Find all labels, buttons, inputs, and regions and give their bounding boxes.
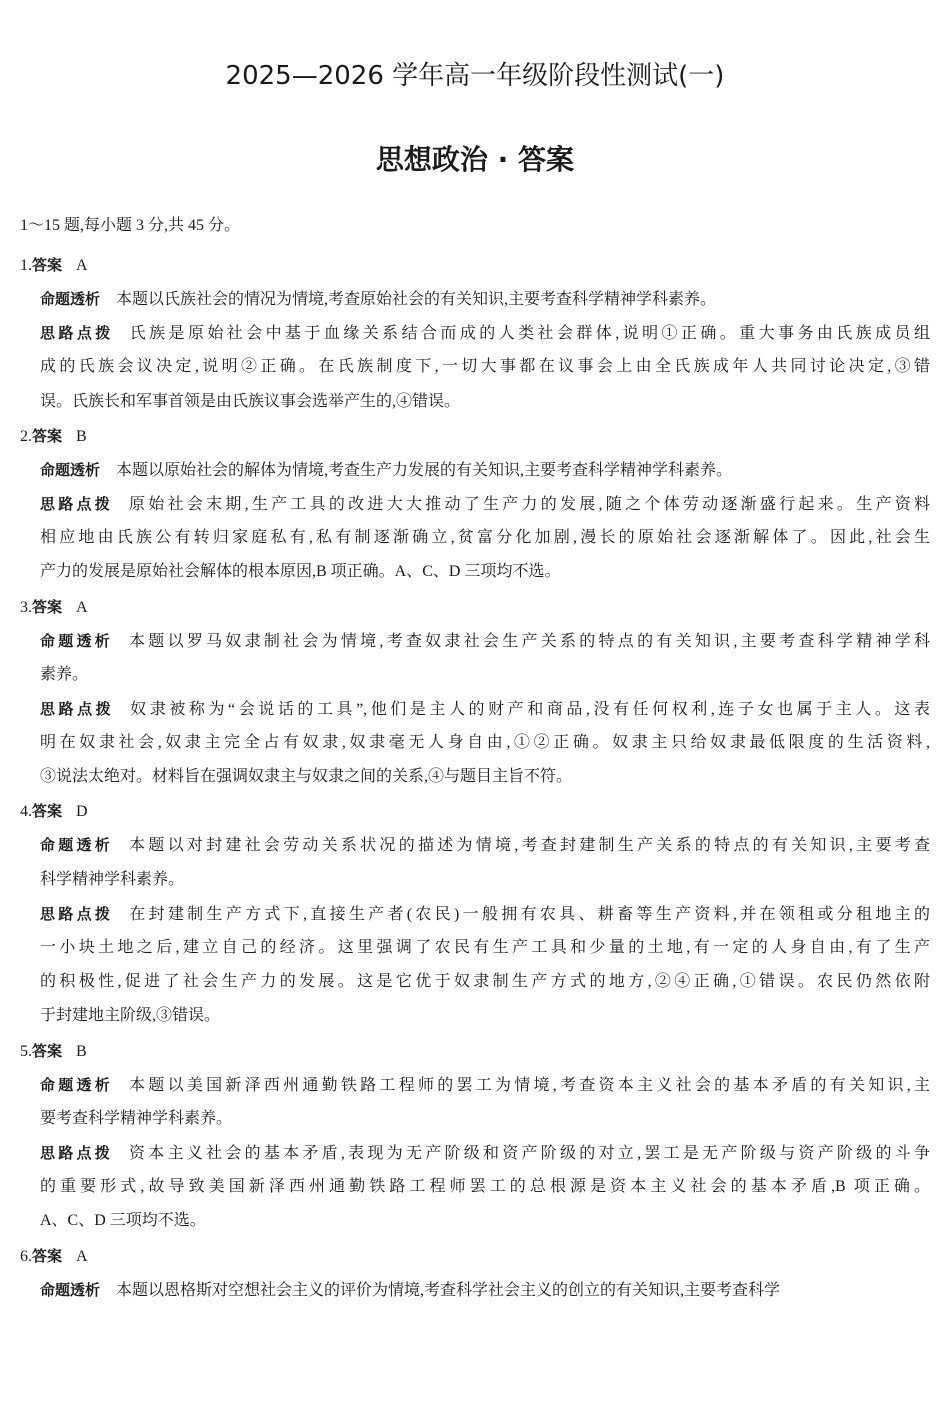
answer-label: 答案 <box>32 597 63 616</box>
text-line <box>40 897 930 931</box>
answer-letter: D <box>76 803 88 821</box>
approach-label: 思路点拨 <box>40 494 114 513</box>
answer-label: 答案 <box>32 426 63 445</box>
document-title: 2025—2026 学年高一年级阶段性测试(一) <box>225 61 725 91</box>
approach-label: 思路点拨 <box>40 324 114 343</box>
line-text: 成的氏族会议决定,说明②正确。在氏族制度下,一切大事都在议事会上由全氏族成年人共同讨论决定,③错 <box>40 358 930 376</box>
text-line <box>40 726 930 760</box>
text-line <box>40 863 930 897</box>
analysis-paragraph <box>0 1273 930 1307</box>
analysis-paragraph <box>0 282 930 316</box>
question-number: 6. <box>20 1247 32 1265</box>
analysis-label: 命题透析 <box>40 290 101 308</box>
text-line <box>40 1102 930 1136</box>
question-block <box>0 248 950 419</box>
line-text: 要考查科学精神学科素养。 <box>40 1109 233 1127</box>
approach-label: 思路点拨 <box>40 1143 114 1162</box>
line-text: 本题以原始社会的解体为情境,考查生产力发展的有关知识,主要考查科学精神学科素养。 <box>116 461 733 479</box>
analysis-paragraph <box>0 1068 930 1136</box>
answer-letter: A <box>76 598 88 616</box>
line-text: 明在奴隶社会,奴隶主完全占有奴隶,奴隶毫无人身自由,①②正确。奴隶主只给奴隶最低限度的生活资料, <box>40 734 930 752</box>
text-line <box>40 1204 930 1238</box>
text-line <box>40 965 930 999</box>
text-line <box>40 1136 930 1170</box>
text-line <box>40 760 930 794</box>
line-text: 素养。 <box>40 665 89 683</box>
text-line <box>40 931 930 965</box>
line-text: 资本主义社会的基本矛盾,表现为无产阶级和资产阶级的对立,罢工是无产阶级与资产阶级的斗争 <box>129 1144 930 1162</box>
text-line <box>40 282 930 316</box>
answer-line <box>0 419 950 453</box>
line-text: 相应地由氏族公有转归家庭私有,私有制逐渐确立,贫富分化加剧,漫长的原始社会逐渐解体了。因此,社会生 <box>40 529 930 547</box>
line-text: 原始社会末期,生产工具的改进大大推动了生产力的发展,随之个体劳动逐渐盛行起来。生产资料 <box>129 495 930 513</box>
line-text: 在封建制生产方式下,直接生产者(农民)一般拥有农具、耕畜等生产资料,并在领租或分租地主的 <box>129 905 930 923</box>
text-line <box>40 521 930 555</box>
line-text: 误。氏族长和军事首领是由氏族议事会选举产生的,④错误。 <box>40 392 461 410</box>
text-line <box>40 999 930 1033</box>
approach-paragraph <box>0 897 930 1034</box>
text-line <box>40 624 930 658</box>
text-line <box>40 350 930 384</box>
line-text: 本题以对封建社会劳动关系状况的描述为情境,考查封建制生产关系的特点的有关知识,主要考查 <box>129 837 930 855</box>
answer-line <box>0 1034 950 1068</box>
analysis-label: 命题透析 <box>40 1280 101 1299</box>
answer-label: 答案 <box>32 1246 63 1265</box>
line-text: A、C、D 三项均不选。 <box>40 1212 206 1230</box>
text-line <box>40 487 930 521</box>
question-block <box>0 590 950 795</box>
approach-label: 思路点拨 <box>40 904 114 923</box>
text-line <box>40 316 930 350</box>
analysis-paragraph <box>0 624 930 692</box>
analysis-label: 命题透析 <box>40 631 114 650</box>
text-line <box>40 555 930 589</box>
text-line <box>40 1273 930 1307</box>
line-text: 本题以氏族社会的情况为情境,考查原始社会的有关知识,主要考查科学精神学科素养。 <box>116 291 717 308</box>
line-text: 氏族是原始社会中基于血缘关系结合而成的人类社会群体,说明①正确。重大事务由氏族成员组 <box>129 325 930 343</box>
approach-paragraph <box>0 692 930 795</box>
answer-line <box>0 1239 950 1273</box>
analysis-paragraph <box>0 453 930 487</box>
question-block <box>0 794 950 1033</box>
question-block <box>0 419 950 590</box>
question-number: 5. <box>20 1042 32 1060</box>
line-text: 本题以恩格斯对空想社会主义的评价为情境,考查科学社会主义的创立的有关知识,主要考查科学 <box>116 1281 781 1299</box>
question-number: 3. <box>20 598 32 616</box>
line-text: 本题以罗马奴隶制社会为情境,考查奴隶社会生产关系的特点的有关知识,主要考查科学精神学科 <box>129 632 930 650</box>
scoring-intro: 1～15 题,每小题 3 分,共 45 分。 <box>20 217 241 234</box>
answer-letter: A <box>76 1247 88 1265</box>
line-text: ③说法太绝对。材料旨在强调奴隶主与奴隶之间的关系,④与题目主旨不符。 <box>40 768 573 786</box>
answer-label: 答案 <box>32 256 63 274</box>
question-number: 4. <box>20 803 32 821</box>
line-text: 的重要形式,故导致美国新泽西州通勤铁路工程师罢工的总根源是资本主义社会的基本矛盾,B 项正确。 <box>40 1178 930 1196</box>
answer-letter: A <box>76 257 88 274</box>
text-line <box>40 385 930 419</box>
answer-line <box>0 590 950 624</box>
text-line <box>40 658 930 692</box>
line-text: 一小块土地之后,建立自己的经济。这里强调了农民有生产工具和少量的土地,有一定的人身自由,有了生产 <box>40 939 930 956</box>
approach-paragraph <box>0 1136 930 1239</box>
answer-list <box>0 248 950 1307</box>
approach-paragraph <box>0 487 930 590</box>
text-line <box>40 1170 930 1204</box>
line-text: 于封建地主阶级,③错误。 <box>40 1007 221 1025</box>
answer-label: 答案 <box>32 1041 63 1060</box>
question-number: 1. <box>20 257 32 274</box>
approach-label: 思路点拨 <box>40 699 115 718</box>
analysis-paragraph <box>0 828 930 896</box>
line-text: 奴隶被称为“会说话的工具”,他们是主人的财产和商品,没有任何权利,连子女也属于主人。这表 <box>130 700 930 718</box>
approach-paragraph <box>0 316 930 419</box>
analysis-label: 命题透析 <box>40 1075 114 1094</box>
question-block <box>0 1239 950 1307</box>
analysis-label: 命题透析 <box>40 460 101 479</box>
answer-letter: B <box>76 1042 87 1060</box>
text-line <box>40 453 930 487</box>
text-line <box>40 828 930 862</box>
answer-letter: B <box>76 427 87 445</box>
text-line <box>40 692 930 726</box>
answer-line <box>0 794 950 828</box>
line-text: 的积极性,促进了社会生产力的发展。这是它优于奴隶制生产方式的地方,②④正确,①错误。农民仍然依附 <box>40 973 930 991</box>
answer-line <box>0 248 950 282</box>
question-number: 2. <box>20 427 32 445</box>
text-line <box>40 1068 930 1102</box>
line-text: 科学精神学科素养。 <box>40 870 185 888</box>
question-block <box>0 1034 950 1239</box>
line-text: 本题以美国新泽西州通勤铁路工程师的罢工为情境,考查资本主义社会的基本矛盾的有关知识,主 <box>129 1076 930 1094</box>
analysis-label: 命题透析 <box>40 836 114 855</box>
line-text: 产力的发展是原始社会解体的根本原因,B 项正确。A、C、D 三项均不选。 <box>40 563 561 581</box>
answer-label: 答案 <box>32 802 63 821</box>
document-subtitle: 思想政治 · 答案 <box>375 143 575 176</box>
